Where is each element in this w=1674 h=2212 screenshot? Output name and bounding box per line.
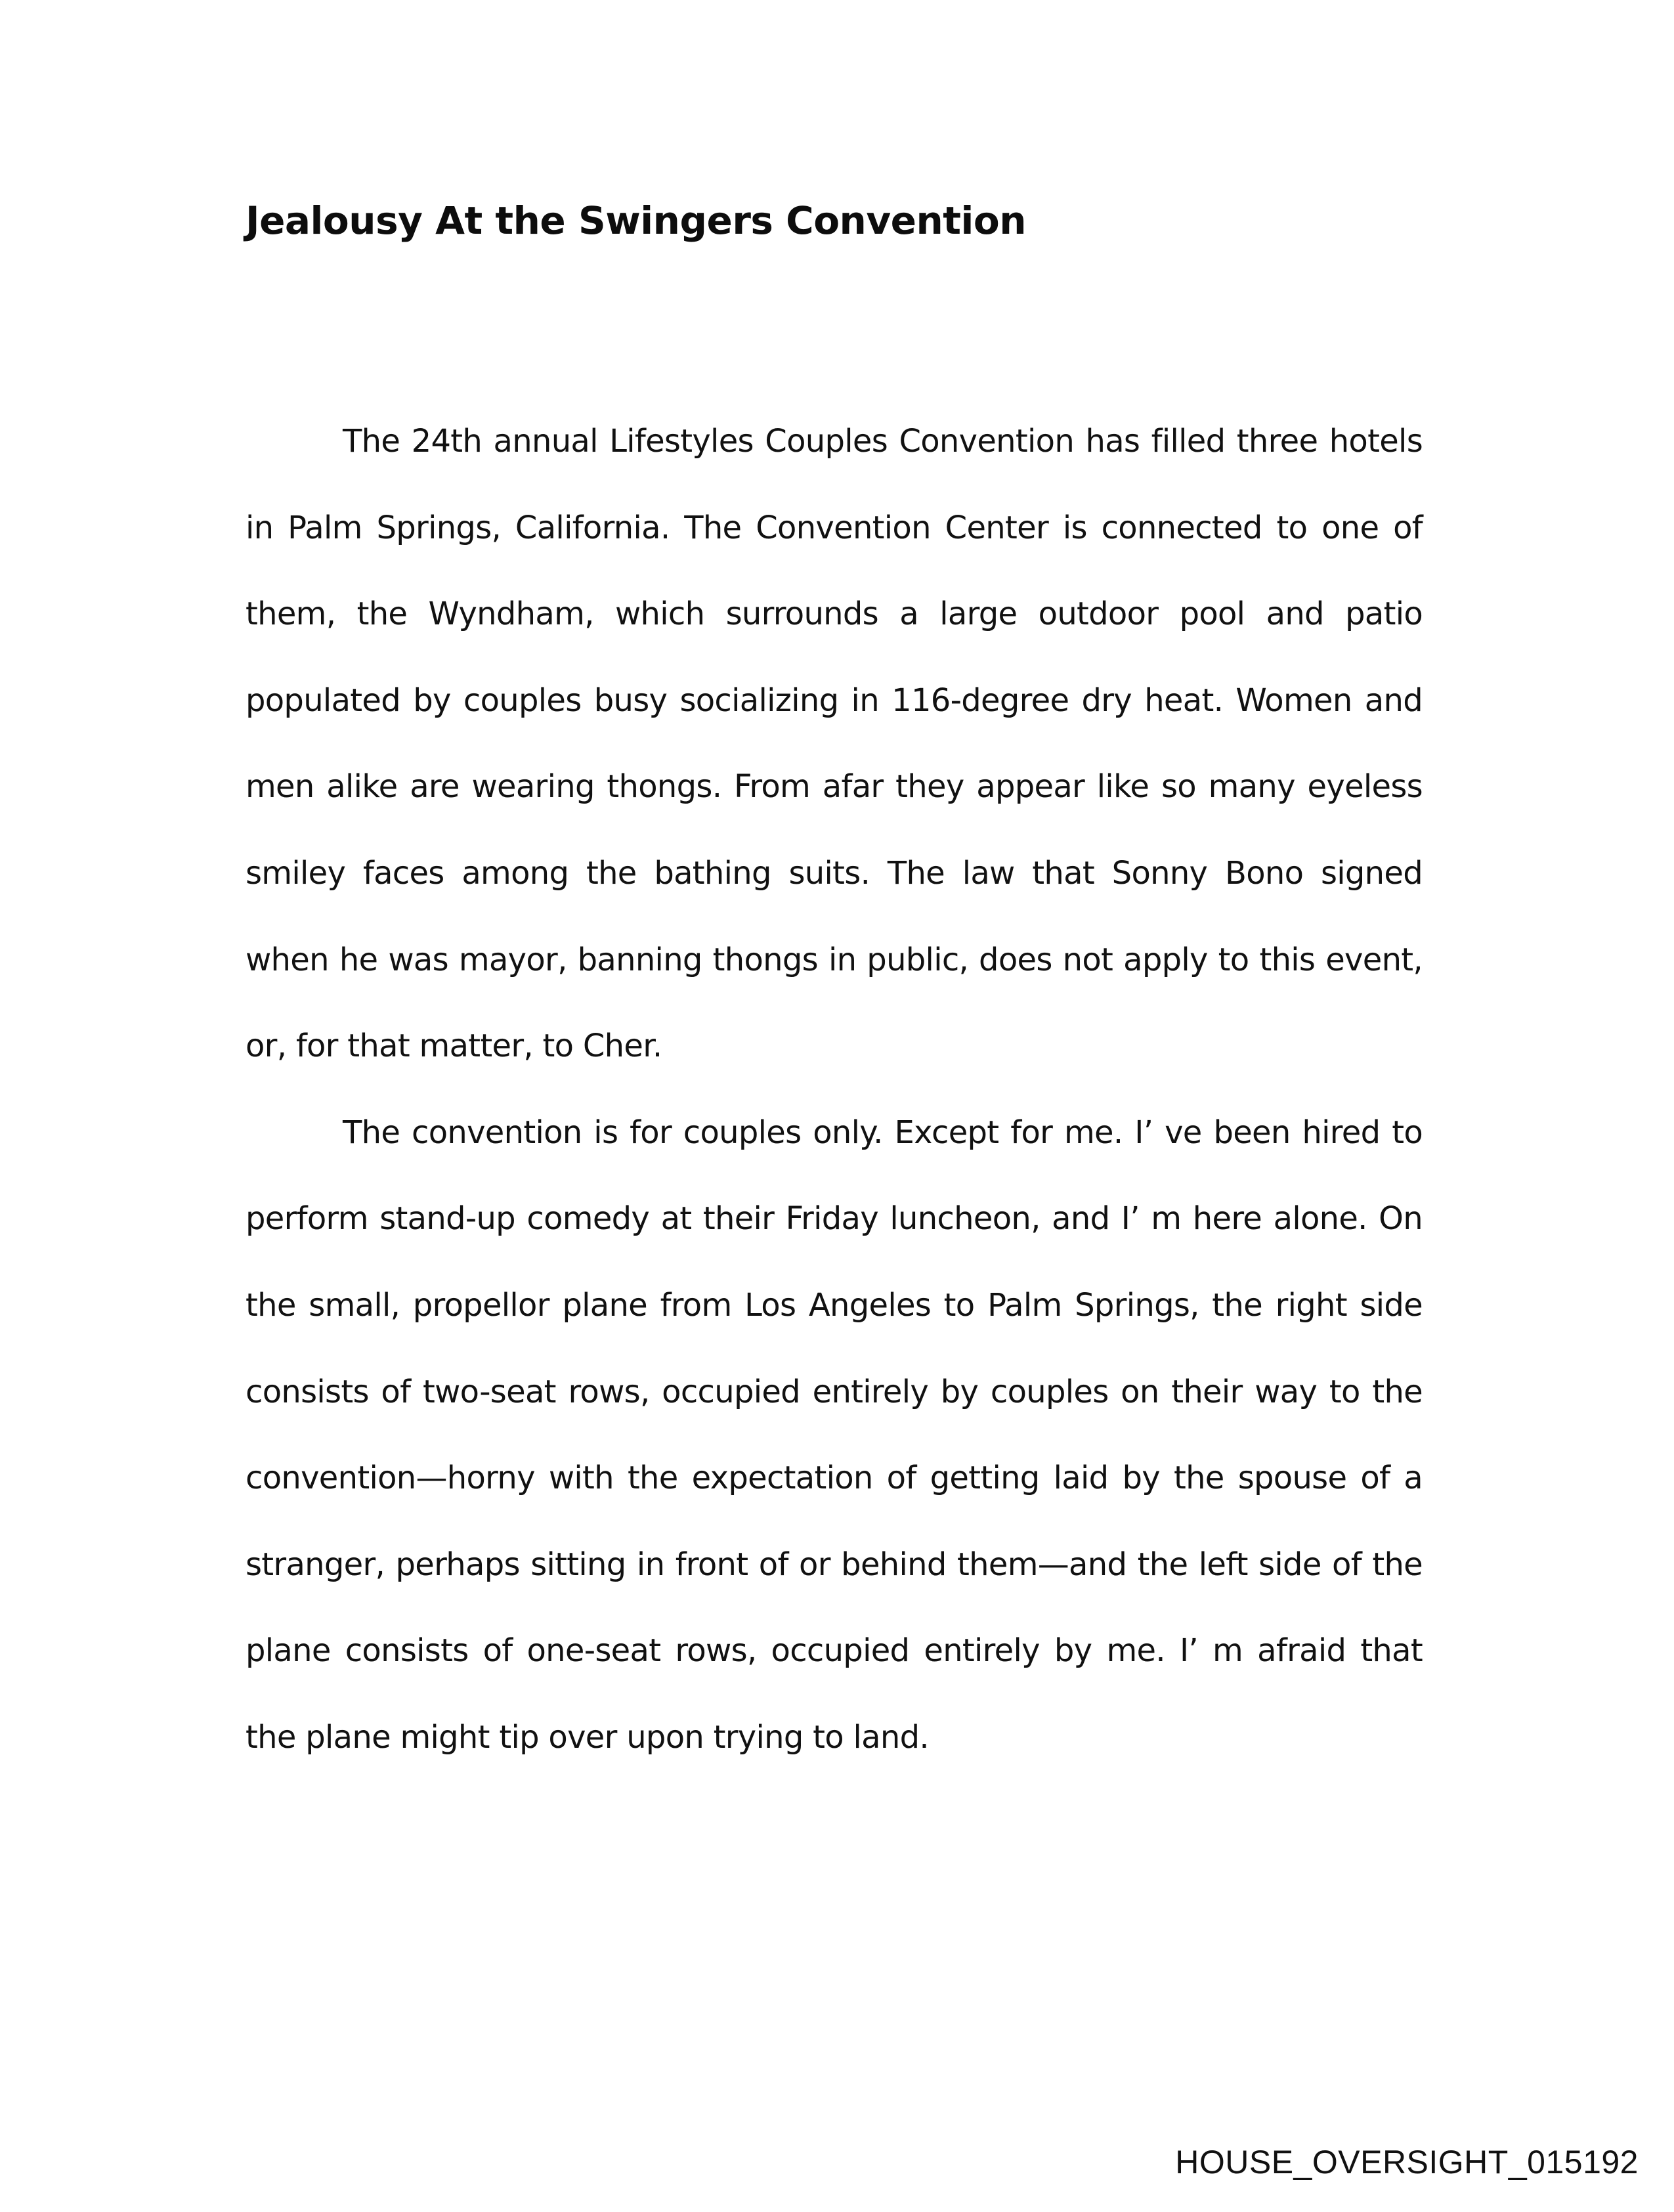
bates-number: HOUSE_OVERSIGHT_015192 xyxy=(1175,2144,1639,2180)
document-title: Jealousy At the Swingers Convention xyxy=(246,198,1027,243)
paragraph-2: The convention is for couples only. Except for me. I’ ve been hired to perform stand-up comedy at their Friday luncheon, and I’ m here alone. On the small, propellor plane from Los Angeles to Palm Springs, the right side consists of two-seat rows, occupied entirely by couples on their way to the convention—horny with the expectation of getting laid by the spouse of a stranger, perhaps sitting in front of or behind them—and the left side of the plane consists of one-seat rows, occupied entirely by me. I’ m afraid that the plane might tip over upon trying to land. xyxy=(246,1114,1423,1756)
document-body xyxy=(246,399,1423,1781)
paragraph-1: The 24th annual Lifestyles Couples Convention has filled three hotels in Palm Springs, California. The Convention Center is connected to one of them, the Wyndham, which surrounds a large outdoor pool and patio populated by couples busy socializing in 116-degree dry heat. Women and men alike are wearing thongs. From afar they appear like so many eyeless smiley faces among the bathing suits. The law that Sonny Bono signed when he was mayor, banning thongs in public, does not apply to this event, or, for that matter, to Cher. xyxy=(246,423,1423,1065)
